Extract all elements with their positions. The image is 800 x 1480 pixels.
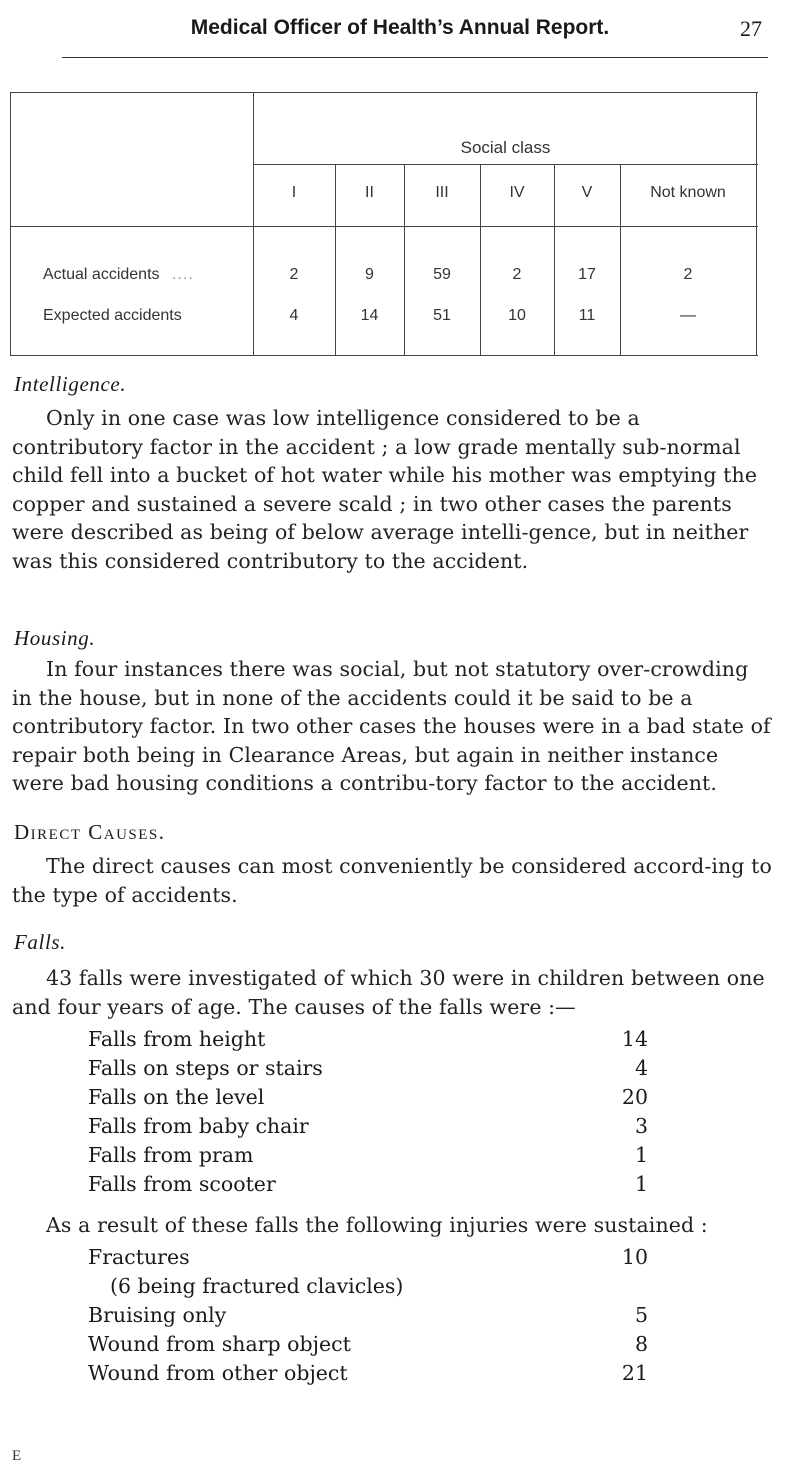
direct-causes-heading: Direct Causes. [14, 820, 166, 844]
intelligence-heading: Intelligence. [14, 372, 127, 396]
social-class-header: Social class [460, 138, 551, 157]
falls-intro: 43 falls were investigated of which 30 were in children between one and four years of age. The causes of the falls were :— [12, 966, 765, 1019]
falls-heading: Falls. [14, 930, 67, 954]
injuries-intro: As a result of these falls the following injuries were sustained : [46, 1213, 708, 1237]
injuries-list [88, 1245, 648, 1390]
fall-causes-list [88, 1027, 648, 1201]
direct-causes-paragraph: The direct causes can most conveniently be considered accord-ing to the type of accidents. [12, 854, 772, 907]
table-cell: — [680, 307, 696, 324]
intelligence-paragraph: Only in one case was low intelligence considered to be a contributory factor in the accident ; a low grade mentally sub-normal child fell into a bucket of hot water while his mother was emptying the copper and sustained a severe scald ; in two other cases the parents were described as being of below average intelli-gence, but in neither was this considered contributory to the accident. [12, 406, 758, 573]
row-label-actual: Actual accidents .... [43, 266, 194, 283]
table-cell: 2 [512, 266, 522, 283]
housing-heading: Housing. [14, 626, 96, 650]
report-title: Medical Officer of Health’s Annual Report. [190, 16, 610, 39]
table-cell: 51 [433, 307, 451, 324]
header-rule [62, 57, 768, 58]
col-header-i: I [291, 184, 297, 201]
page-number: 27 [740, 16, 762, 41]
table-cell: 17 [578, 266, 596, 283]
list-item: Falls on steps or stairs 4 [88, 1056, 648, 1080]
list-item: Falls from pram 1 [88, 1143, 648, 1167]
list-item: (6 being fractured clavicles) [110, 1274, 404, 1298]
list-item: Wound from sharp object 8 [88, 1332, 648, 1356]
list-item: Falls from height 14 [88, 1027, 648, 1051]
list-item: Falls from baby chair 3 [88, 1114, 648, 1138]
list-item: Falls from scooter 1 [88, 1172, 648, 1196]
list-item: Fractures 10 [88, 1245, 648, 1269]
signature-letter: E [12, 1448, 22, 1464]
table-cell: 14 [360, 307, 379, 324]
social-class-table [10, 92, 758, 356]
list-item: Wound from other object 21 [88, 1361, 648, 1385]
list-item: Falls on the level 20 [88, 1085, 648, 1109]
table-cell: 4 [289, 307, 299, 324]
row-label-expected: Expected accidents [43, 307, 182, 324]
col-header-iii: III [435, 184, 449, 201]
table-cell: 2 [289, 266, 299, 283]
table-cell: 11 [578, 307, 596, 324]
table-cell: 10 [508, 307, 526, 324]
page-header [0, 14, 800, 54]
col-header-iv: IV [509, 184, 525, 201]
table-cell: 2 [683, 266, 693, 283]
table-cell: 59 [433, 266, 451, 283]
table-cell: 9 [365, 266, 374, 283]
list-item: Bruising only 5 [88, 1303, 648, 1327]
col-header-v: V [581, 184, 593, 201]
col-header-not-known: Not known [650, 184, 726, 201]
col-header-ii: II [365, 184, 374, 201]
housing-paragraph: In four instances there was social, but not statutory over-crowding in the house, but in none of the accidents could it be said to be a contributory factor. In two other cases the houses were in a bad state of repair both being in Clearance Areas, but again in neither instance were bad housing conditions a contribu-tory factor to the accident. [12, 657, 771, 795]
